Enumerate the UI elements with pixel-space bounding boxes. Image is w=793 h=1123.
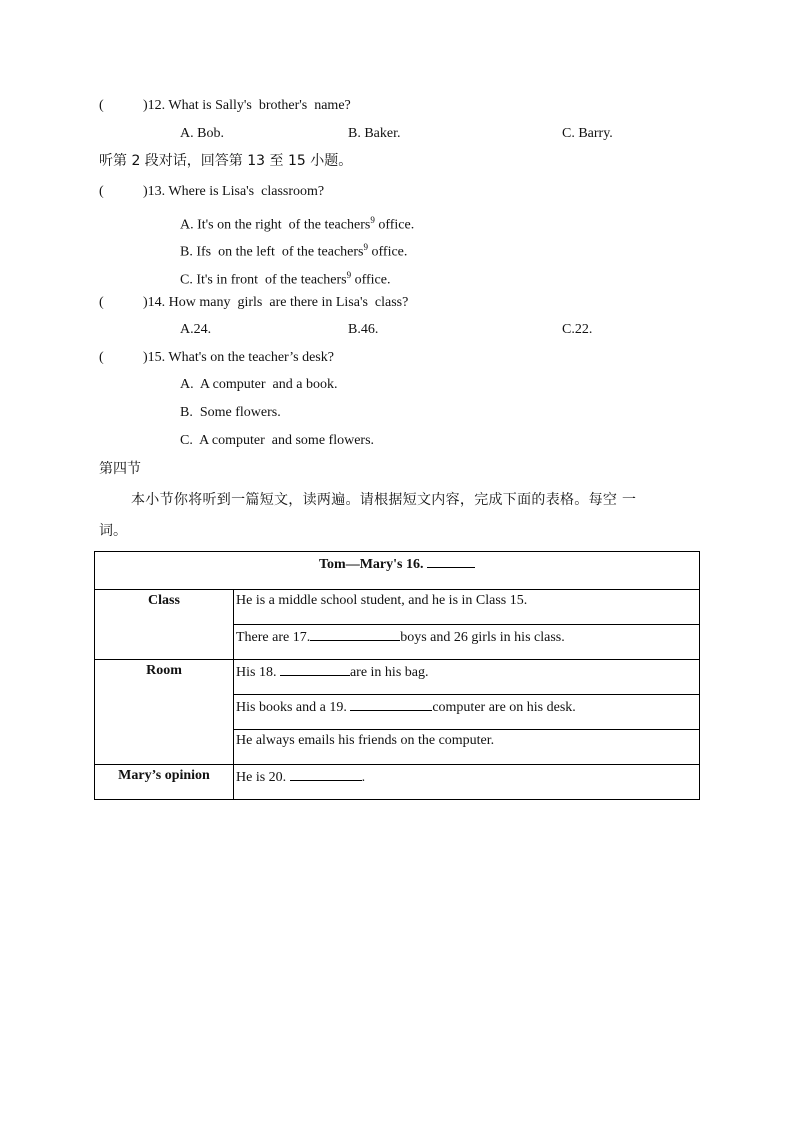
table-cell	[234, 695, 700, 730]
row-label-class: Class	[95, 590, 234, 660]
cell-text: His 18.	[236, 665, 280, 680]
question-13-paren: (	[99, 184, 104, 199]
question-14-option-b: B.46.	[348, 322, 379, 337]
table-row	[95, 660, 700, 695]
cell-text-after: boys and 26 girls in his class.	[400, 630, 565, 645]
row-label-room: Room	[95, 660, 234, 765]
cell-text: He is 20.	[236, 770, 290, 785]
cell-text-after: computer are on his desk.	[432, 700, 576, 715]
worksheet-table	[94, 551, 700, 800]
table-cell	[234, 660, 700, 695]
blank-16[interactable]	[427, 555, 475, 568]
question-12-option-a: A. Bob.	[180, 126, 224, 141]
table-cell	[234, 625, 700, 660]
blank-19[interactable]	[350, 698, 432, 711]
table-title	[95, 552, 700, 590]
option-superscript: 9	[346, 270, 352, 280]
question-12-option-b: B. Baker.	[348, 126, 401, 141]
question-13-option-b	[180, 238, 407, 262]
question-15-option-b: B. Some flowers.	[180, 405, 281, 420]
blank-17[interactable]	[310, 628, 400, 641]
cell-text: His books and a 19.	[236, 700, 351, 715]
question-14-stem: )14. How many girls are there in Lisa's class?	[143, 295, 409, 310]
cell-text: He is a middle school student, and he is in Class 15.	[236, 593, 528, 608]
question-14-option-a: A.24.	[180, 322, 212, 337]
option-text: C. It's in front of the teachers	[180, 272, 347, 288]
option-text: B. Ifs on the left of the teachers	[180, 244, 364, 260]
question-12-option-c: C. Barry.	[562, 126, 613, 141]
table-cell	[234, 765, 700, 800]
question-14-paren: (	[99, 295, 104, 310]
option-superscript: 9	[363, 242, 368, 252]
table-title-row	[95, 552, 700, 590]
option-text: A. It's on the right of the teachers	[180, 217, 371, 233]
section-4-title: 第四节	[99, 461, 141, 477]
question-13-stem: )13. Where is Lisa's classroom?	[143, 184, 325, 199]
table-cell	[234, 590, 700, 625]
question-12-paren: (	[99, 98, 104, 113]
question-14-option-c: C.22.	[562, 322, 593, 337]
section-4-instruction-line-1: 本小节你将听到一篇短文，读两遍。请根据短文内容，完成下面的表格。每空 一	[131, 492, 637, 508]
cell-text: There are 17.	[236, 630, 311, 645]
question-13-option-a	[180, 211, 414, 235]
option-tail: office.	[351, 272, 391, 288]
blank-18[interactable]	[280, 663, 350, 676]
option-tail: office.	[368, 244, 408, 260]
dialog-2-intro: 听第 2 段对话，回答第 13 至 15 小题。	[99, 153, 353, 169]
cell-text-after: .	[361, 770, 366, 785]
section-4-instruction-line-2: 词。	[99, 523, 127, 539]
question-13-option-c	[180, 266, 390, 290]
question-15-option-c: C. A computer and some flowers.	[180, 433, 375, 448]
question-12-stem: )12. What is Sally's brother's name?	[143, 98, 351, 113]
table-row	[95, 765, 700, 800]
question-15-stem: )15. What's on the teacher’s desk?	[143, 350, 334, 365]
table-row	[95, 590, 700, 625]
question-15-option-a: A. A computer and a book.	[180, 377, 338, 392]
table-title-text: Tom—Mary's 16.	[319, 557, 427, 572]
option-tail: office.	[374, 217, 415, 233]
cell-text-after: are in his bag.	[349, 665, 429, 680]
cell-text: He always emails his friends on the computer.	[236, 733, 495, 748]
blank-20[interactable]	[290, 768, 362, 781]
table-cell	[234, 730, 700, 765]
option-superscript: 9	[370, 215, 375, 225]
row-label-marys-opinion: Mary’s opinion	[95, 765, 234, 800]
question-15-paren: (	[99, 350, 104, 365]
